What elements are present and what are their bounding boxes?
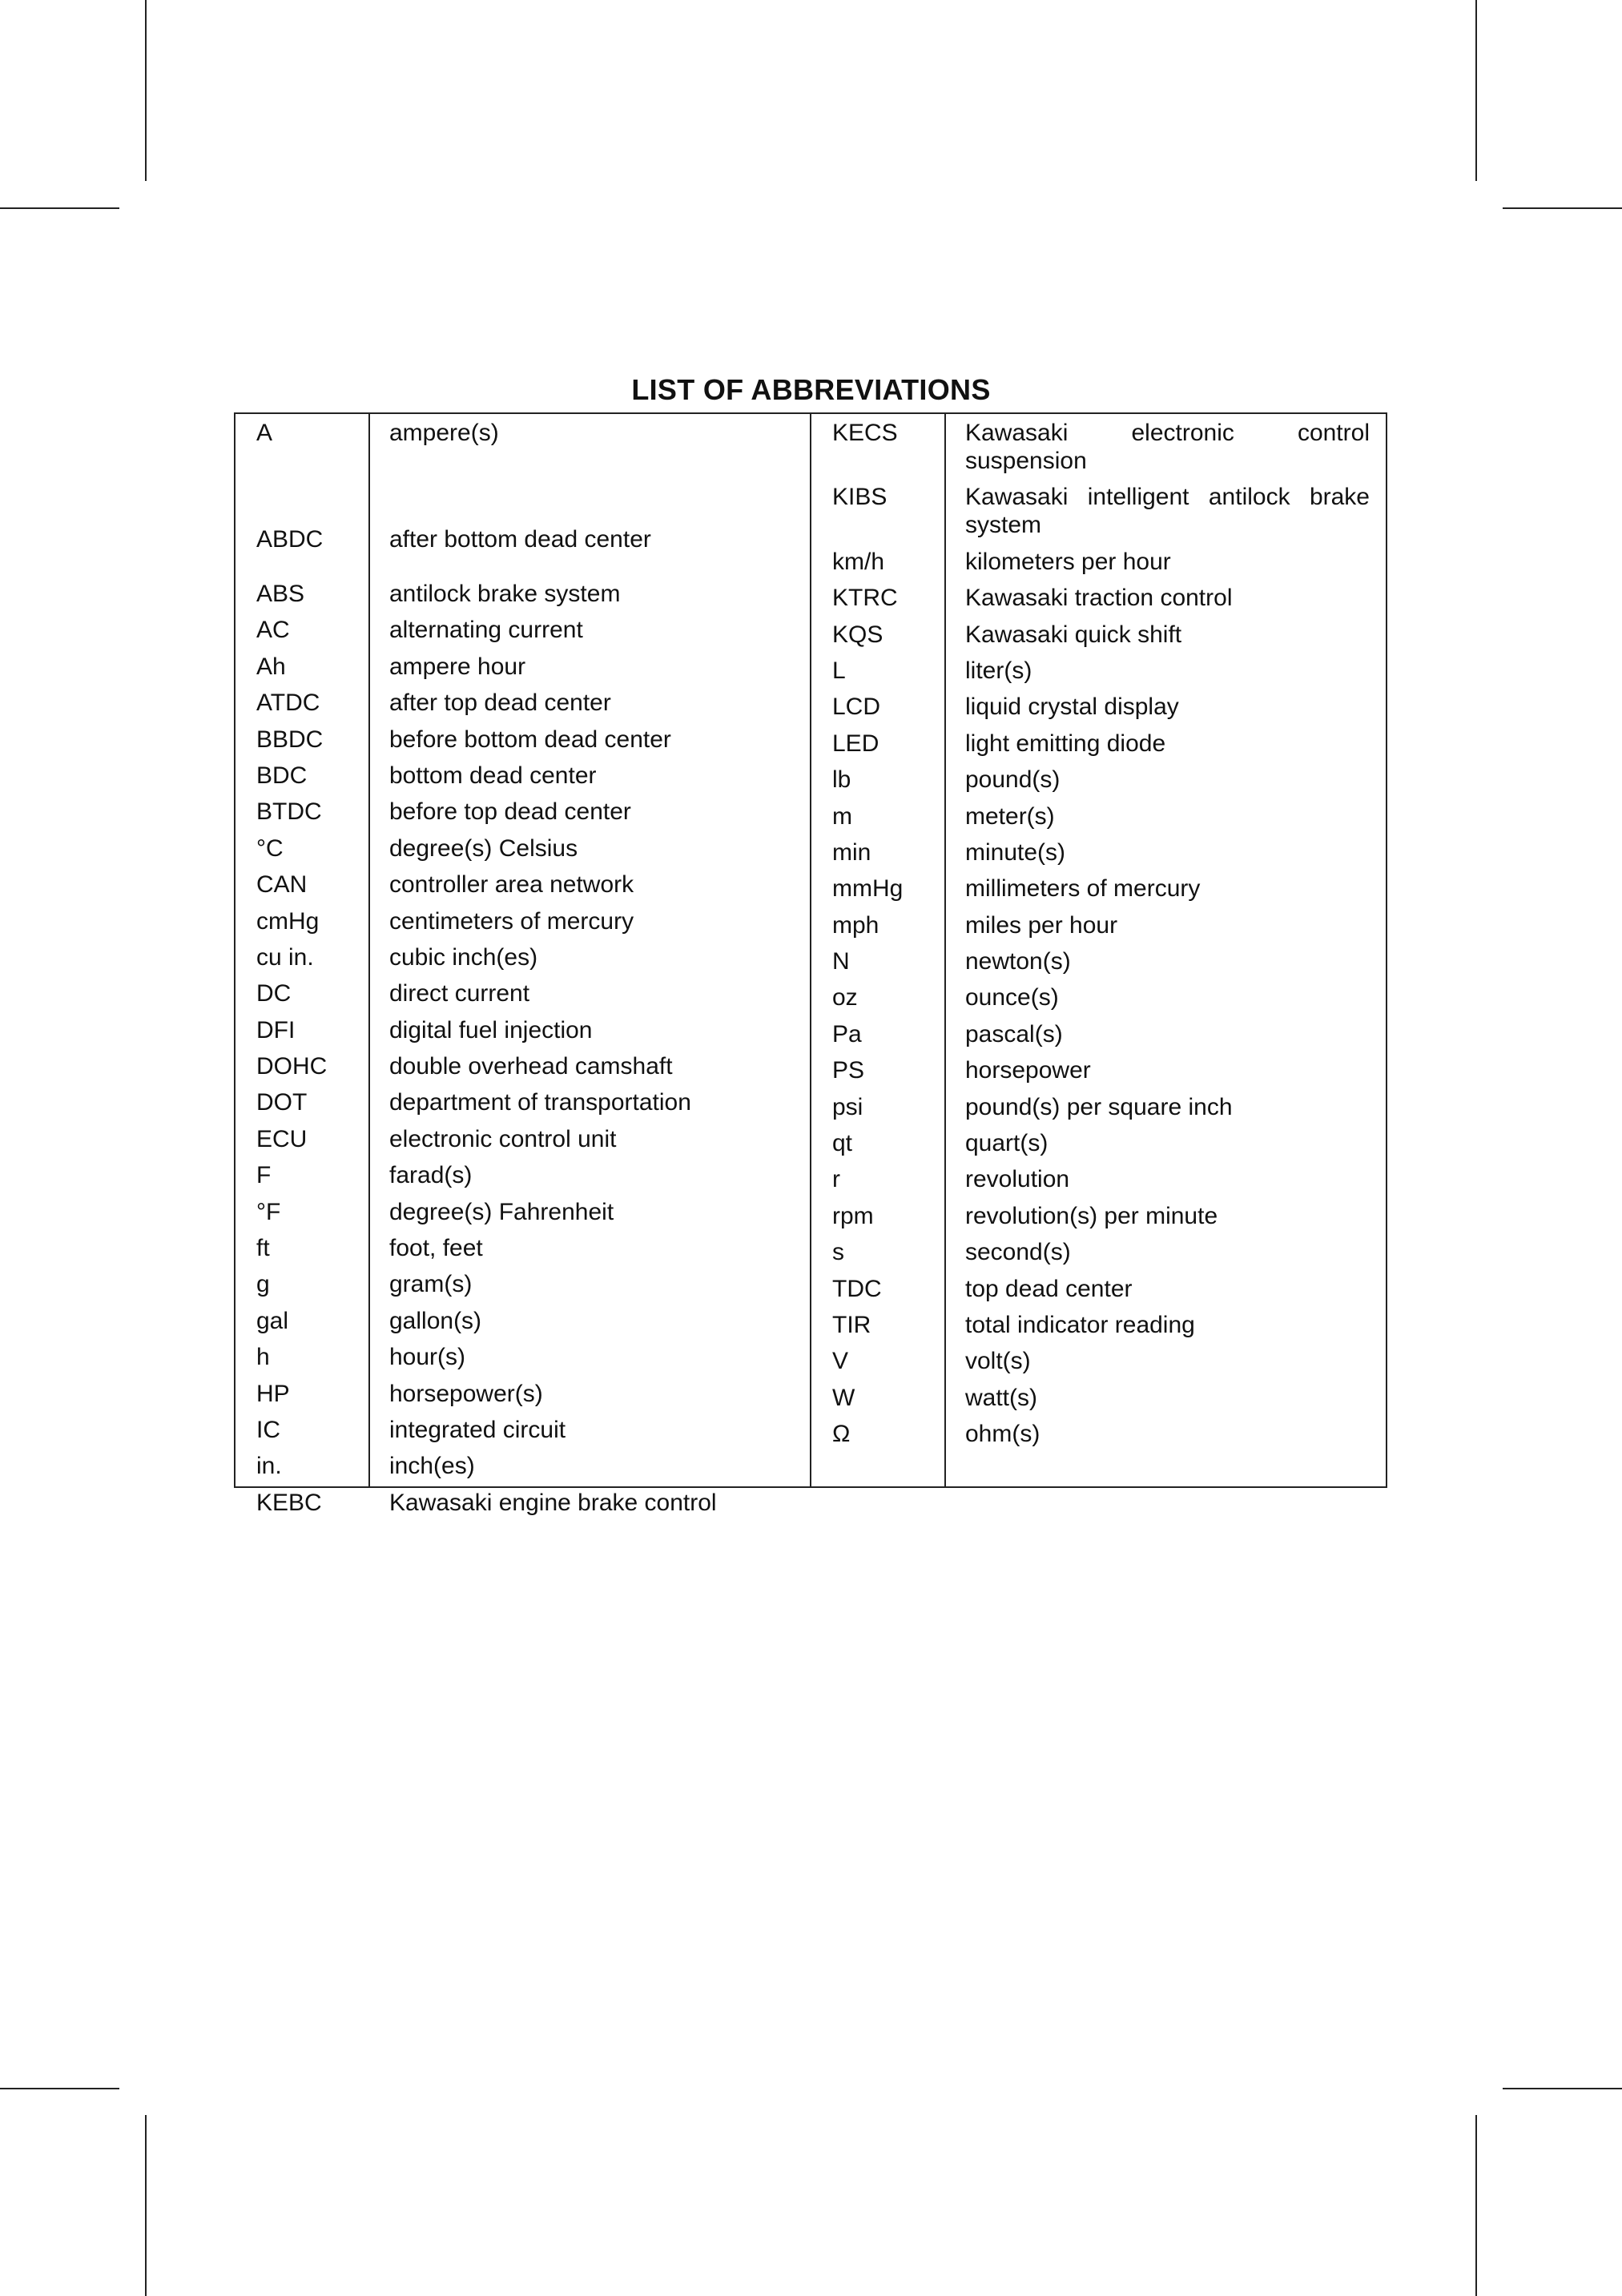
right-rows [811, 414, 1386, 1457]
crop-mark-bottom-right-horizontal [1503, 2088, 1622, 2089]
abbreviation-meaning: pound(s) per square inch [965, 1093, 1233, 1120]
abbreviation-meaning: foot, feet [389, 1235, 483, 1262]
abbreviation: CAN [256, 871, 308, 899]
abbreviation-meaning-line: Kawasaki intelligent antilock brake [965, 484, 1370, 511]
abbreviation: DOHC [256, 1053, 328, 1080]
abbreviation: m [832, 802, 852, 830]
abbreviation: cu in. [256, 943, 314, 971]
abbreviation-row [235, 689, 810, 717]
abbreviation-row [811, 657, 1386, 685]
abbreviation: g [256, 1271, 270, 1298]
abbreviation: cmHg [256, 907, 320, 935]
abbreviation-meaning: revolution [965, 1166, 1070, 1193]
abbreviation: KIBS [832, 484, 887, 511]
abbreviation: s [832, 1239, 844, 1266]
abbreviation: min [832, 838, 871, 866]
abbreviation: km/h [832, 548, 885, 575]
abbreviation: psi [832, 1093, 863, 1120]
abbreviation-meaning: double overhead camshaft [389, 1053, 673, 1080]
abbreviation-meaning: liquid crystal display [965, 694, 1179, 721]
abbreviation-meaning: before bottom dead center [389, 726, 671, 753]
abbreviation: TIR [832, 1311, 871, 1338]
abbreviation: h [256, 1344, 270, 1371]
abbreviation-row [235, 1307, 810, 1335]
abbreviation-row [235, 979, 810, 1007]
abbreviation-meaning: quart(s) [965, 1130, 1048, 1157]
crop-mark-top-left-vertical [145, 0, 147, 181]
abbreviation: mph [832, 911, 879, 939]
abbreviation: BBDC [256, 726, 324, 753]
abbreviation-meaning: Kawasaki quick shift [965, 621, 1182, 648]
page-title: LIST OF ABBREVIATIONS [631, 373, 991, 406]
abbreviation-meaning: alternating current [389, 617, 583, 644]
abbreviation-meaning: bottom dead center [389, 762, 597, 789]
abbreviation: ATDC [256, 690, 320, 717]
abbreviation: r [832, 1166, 840, 1193]
abbreviation-row [235, 834, 810, 863]
abbreviation: LCD [832, 694, 881, 721]
abbreviation-row [811, 483, 1386, 539]
abbreviation-row [811, 1056, 1386, 1084]
abbreviation-row [235, 1416, 810, 1444]
abbreviation: KQS [832, 621, 883, 648]
crop-mark-bottom-left-horizontal [0, 2088, 119, 2089]
abbreviation-row [811, 1020, 1386, 1048]
abbreviation-meaning: kilometers per hour [965, 548, 1171, 575]
crop-mark-top-left-horizontal [0, 207, 119, 209]
abbreviation-meaning: gallon(s) [389, 1307, 482, 1334]
abbreviation: oz [832, 984, 858, 1011]
abbreviation-meaning: liter(s) [965, 657, 1032, 684]
abbreviation-row [235, 1161, 810, 1189]
abbreviation: KECS [832, 420, 898, 446]
abbreviation-row [811, 1202, 1386, 1230]
abbreviation-meaning-line: Kawasaki electronic control [965, 420, 1370, 446]
abbreviation: in. [256, 1453, 282, 1480]
abbreviation-meaning: horsepower [965, 1057, 1091, 1084]
abbreviation-meaning: cubic inch(es) [389, 943, 538, 971]
abbreviation-row [235, 798, 810, 826]
abbreviation-meaning: antilock brake system [389, 581, 621, 607]
abbreviation: BTDC [256, 798, 322, 826]
abbreviation: BDC [256, 762, 308, 789]
abbreviation-row [811, 419, 1386, 475]
abbreviation: ABS [256, 581, 305, 607]
abbreviation-row [811, 1311, 1386, 1339]
abbreviation: PS [832, 1057, 865, 1084]
abbreviation-row [235, 1016, 810, 1044]
abbreviation-meaning: total indicator reading [965, 1311, 1195, 1338]
abbreviation-row [811, 838, 1386, 867]
abbreviation-row [235, 419, 810, 499]
abbreviation-meaning-line: system [965, 512, 1042, 539]
abbreviation-row [235, 1234, 810, 1262]
abbreviation-meaning: miles per hour [965, 911, 1118, 939]
abbreviation-meaning: inch(es) [389, 1453, 475, 1480]
abbreviation: lb [832, 766, 851, 794]
abbreviation-row [235, 499, 810, 580]
abbreviation: TDC [832, 1275, 882, 1302]
abbreviation-meaning: gram(s) [389, 1271, 473, 1298]
abbreviation: ABDC [256, 526, 324, 553]
abbreviation: DFI [256, 1016, 296, 1043]
abbreviation: W [832, 1384, 855, 1411]
abbreviation-meaning: degree(s) Fahrenheit [389, 1198, 614, 1225]
abbreviation-meaning: degree(s) Celsius [389, 834, 578, 862]
abbreviations-left-half [235, 414, 811, 1516]
left-rows [235, 414, 810, 1525]
abbreviation-row [235, 616, 810, 644]
abbreviation-meaning: farad(s) [389, 1162, 473, 1189]
abbreviation-meaning: ohm(s) [965, 1421, 1040, 1448]
abbreviation-row [235, 762, 810, 790]
abbreviations-table [234, 412, 1387, 1516]
abbreviation-meaning-line: suspension [965, 448, 1087, 474]
abbreviation-row [811, 584, 1386, 612]
abbreviation-row [811, 911, 1386, 939]
abbreviation-row [235, 726, 810, 754]
abbreviation-meaning: volt(s) [965, 1348, 1031, 1375]
abbreviation-meaning: hour(s) [389, 1344, 466, 1371]
crop-mark-bottom-right-vertical [1475, 2115, 1477, 2296]
abbreviation: qt [832, 1130, 853, 1157]
abbreviation-row [235, 580, 810, 608]
abbreviation: DOT [256, 1089, 308, 1116]
abbreviation-row [235, 1270, 810, 1298]
abbreviation-meaning: ampere hour [389, 653, 526, 680]
abbreviation-row [811, 983, 1386, 1011]
abbreviation-row [811, 766, 1386, 794]
abbreviation-meaning: centimeters of mercury [389, 907, 634, 935]
abbreviation: mmHg [832, 875, 904, 903]
crop-mark-top-right-vertical [1475, 0, 1477, 181]
abbreviation-row [811, 1420, 1386, 1448]
abbreviation-row [811, 730, 1386, 758]
abbreviation: gal [256, 1307, 289, 1334]
abbreviation-meaning: minute(s) [965, 838, 1066, 866]
abbreviation-row [235, 943, 810, 971]
abbreviation-meaning: after bottom dead center [389, 526, 651, 553]
abbreviation: LED [832, 730, 879, 757]
abbreviation-row [235, 1125, 810, 1153]
abbreviation-meaning: pound(s) [965, 766, 1061, 794]
abbreviation: Pa [832, 1020, 862, 1047]
abbreviation: L [832, 657, 846, 684]
abbreviation: °F [256, 1198, 281, 1225]
abbreviation: ECU [256, 1125, 308, 1152]
abbreviation-meaning [946, 419, 1386, 475]
abbreviation-row [811, 1238, 1386, 1266]
abbreviation-row [235, 653, 810, 681]
abbreviation-meaning: second(s) [965, 1239, 1071, 1266]
abbreviation-meaning: horsepower(s) [389, 1380, 543, 1407]
abbreviation-meaning: ounce(s) [965, 984, 1059, 1011]
abbreviation: AC [256, 617, 290, 644]
abbreviation-meaning: ampere(s) [389, 420, 499, 446]
abbreviation: KTRC [832, 585, 898, 612]
abbreviation-meaning: digital fuel injection [389, 1016, 593, 1043]
abbreviation: KEBC [256, 1489, 322, 1516]
abbreviations-right-half [811, 414, 1386, 1486]
abbreviation-meaning [946, 483, 1386, 539]
abbreviation-row [235, 1452, 810, 1480]
abbreviation-meaning: pascal(s) [965, 1020, 1063, 1047]
abbreviation: IC [256, 1416, 280, 1443]
abbreviation-row [811, 875, 1386, 903]
abbreviation-meaning: electronic control unit [389, 1125, 617, 1152]
abbreviation-row [811, 1347, 1386, 1375]
abbreviation-meaning: light emitting diode [965, 730, 1166, 757]
abbreviation-row [235, 871, 810, 899]
abbreviation-meaning: revolution(s) per minute [965, 1202, 1218, 1229]
abbreviation-row [235, 1052, 810, 1080]
abbreviation-meaning: direct current [389, 980, 530, 1007]
abbreviation-meaning: watt(s) [965, 1384, 1037, 1411]
abbreviation: Ah [256, 653, 286, 680]
abbreviation-row [235, 1380, 810, 1408]
abbreviation-row [811, 1275, 1386, 1303]
abbreviation-row [811, 1093, 1386, 1121]
abbreviation-row [811, 1384, 1386, 1412]
abbreviation-meaning: Kawasaki traction control [965, 585, 1233, 612]
abbreviation-row [811, 693, 1386, 721]
abbreviation-meaning: newton(s) [965, 948, 1071, 975]
abbreviation-meaning: controller area network [389, 871, 634, 899]
abbreviation-row [235, 1489, 810, 1517]
abbreviation-row [235, 1343, 810, 1371]
abbreviation-meaning: integrated circuit [389, 1416, 566, 1443]
crop-mark-top-right-horizontal [1503, 207, 1622, 209]
abbreviation-meaning: Kawasaki engine brake control [389, 1489, 717, 1516]
abbreviation-row [811, 621, 1386, 649]
abbreviation: N [832, 948, 850, 975]
abbreviation: HP [256, 1380, 290, 1407]
abbreviation: Ω [832, 1421, 851, 1448]
abbreviation-meaning: millimeters of mercury [965, 875, 1201, 903]
abbreviation: ft [256, 1235, 270, 1262]
abbreviation-meaning: department of transportation [389, 1089, 691, 1116]
abbreviation-meaning: after top dead center [389, 690, 611, 717]
abbreviation: A [256, 420, 273, 446]
abbreviation: °C [256, 834, 284, 862]
abbreviation-row [811, 548, 1386, 576]
abbreviation: DC [256, 980, 292, 1007]
abbreviation-row [811, 1165, 1386, 1193]
abbreviation-row [811, 802, 1386, 830]
abbreviation: rpm [832, 1202, 874, 1229]
abbreviation-row [811, 947, 1386, 975]
abbreviation-row [235, 907, 810, 935]
abbreviation-meaning: top dead center [965, 1275, 1133, 1302]
abbreviation-meaning: before top dead center [389, 798, 631, 826]
abbreviation: F [256, 1162, 272, 1189]
abbreviation-row [235, 1088, 810, 1116]
abbreviation-row [811, 1129, 1386, 1157]
abbreviation-row [235, 1198, 810, 1226]
abbreviation: V [832, 1348, 849, 1375]
crop-mark-bottom-left-vertical [145, 2115, 147, 2296]
abbreviation-meaning: meter(s) [965, 802, 1055, 830]
